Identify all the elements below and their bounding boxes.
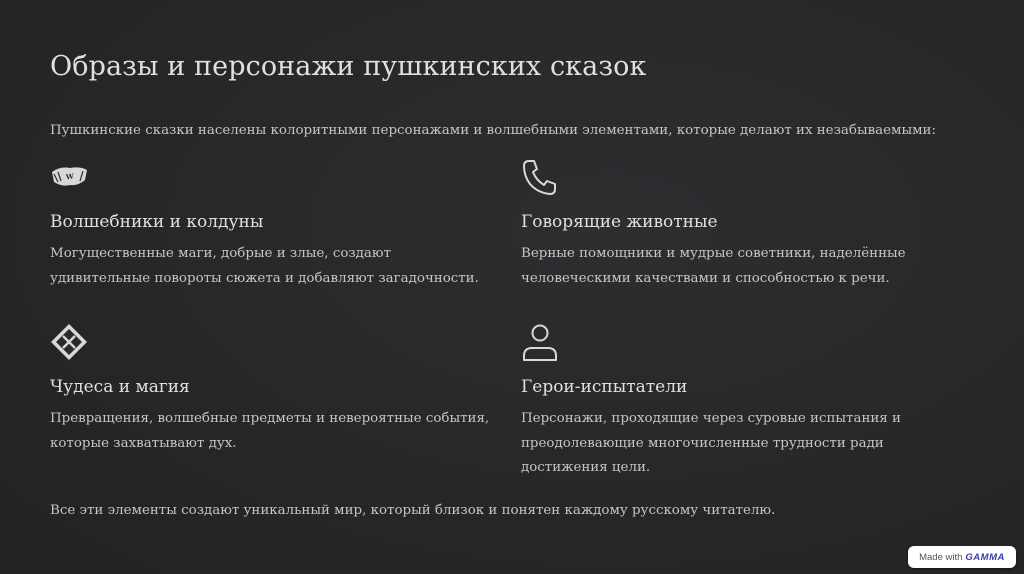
card-description: Могущественные маги, добрые и злые, создают удивительные повороты сюжета и добавляют загадочности.: [50, 246, 479, 286]
phone-icon: [521, 158, 561, 198]
card-heading: Говорящие животные: [521, 212, 718, 232]
diamond-rune-icon: [50, 323, 90, 363]
card-description: Персонажи, проходящие через суровые испытания и преодолевающие многочисленные трудности ради достижения цели.: [521, 411, 901, 475]
outro-text: Все эти элементы создают уникальный мир, который близок и понятен каждому русскому читателю.: [50, 503, 776, 518]
card-description: Верные помощники и мудрые советники, наделённые человеческими качествами и способностью к речи.: [521, 246, 906, 286]
card-heading: Волшебники и колдуны: [50, 212, 264, 232]
wizards-logo-icon: [50, 158, 90, 198]
badge-brand: GAMMA: [965, 551, 1005, 563]
card-heading: Чудеса и магия: [50, 377, 190, 397]
card-heading: Герои-испытатели: [521, 377, 688, 397]
badge-prefix: Made with: [919, 551, 963, 563]
slide-title: Образы и персонажи пушкинских сказок: [50, 51, 647, 82]
user-icon: [521, 323, 561, 363]
intro-text: Пушкинские сказки населены колоритными персонажами и волшебными элементами, которые делают их незабываемыми:: [50, 123, 936, 138]
card-description: Превращения, волшебные предметы и невероятные события, которые захватывают дух.: [50, 411, 490, 451]
svg-text:W: W: [65, 171, 75, 182]
made-with-gamma-badge[interactable]: [908, 546, 1016, 568]
